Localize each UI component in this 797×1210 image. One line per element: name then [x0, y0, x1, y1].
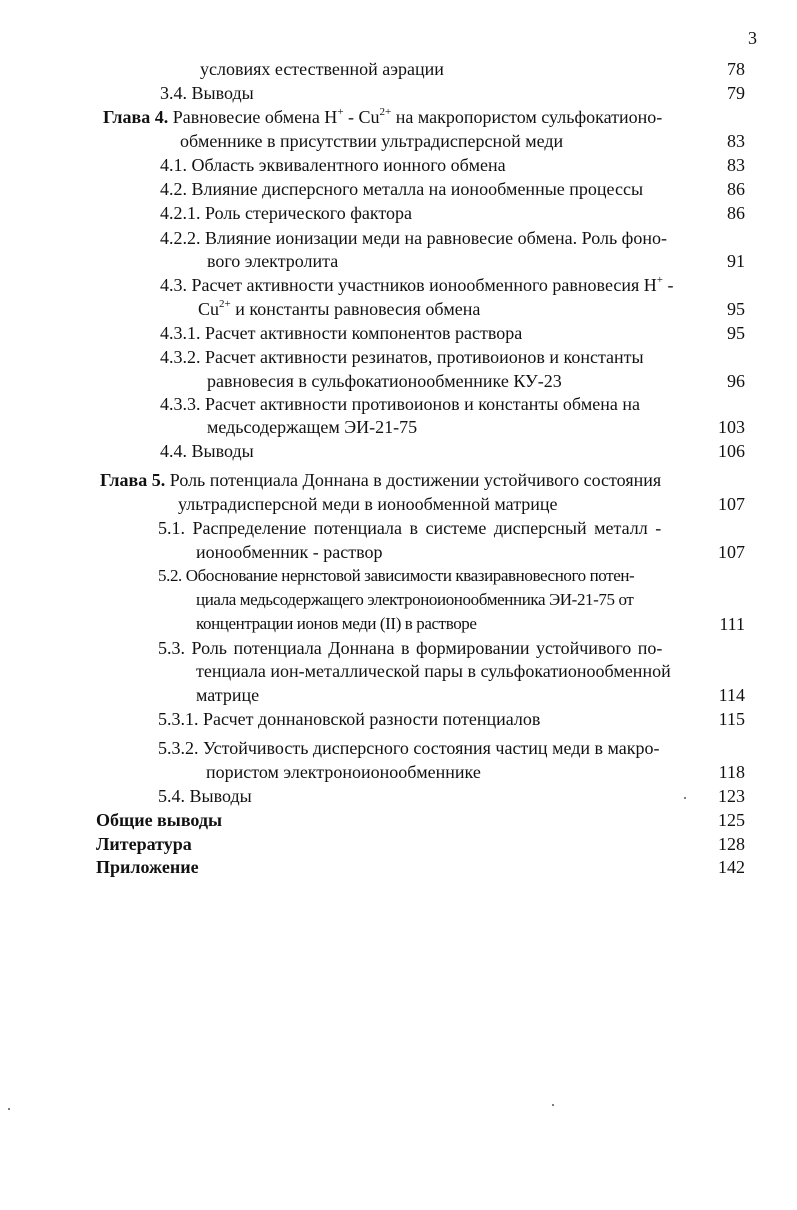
- scan-speck: [552, 1104, 554, 1106]
- toc-entry-3-4: 3.4. Выводы: [160, 83, 254, 103]
- toc-entry-4-3-1: 4.3.1. Расчет активности компонентов раствора: [160, 323, 523, 343]
- toc-entry-4-3-part: -: [667, 275, 674, 295]
- toc-entry-4-2-2: 4.2.2. Влияние ионизации меди на равновесие обмена. Роль фоно-: [160, 228, 667, 248]
- toc-appendix: Приложение: [96, 857, 199, 877]
- toc-page: 107: [718, 494, 745, 514]
- toc-page: 78: [727, 59, 745, 79]
- toc-page: 115: [718, 709, 745, 729]
- toc-page: 86: [727, 203, 745, 223]
- toc-entry-4-3-3-cont: медьсодержащем ЭИ-21-75: [207, 417, 418, 437]
- toc-entry-5-2-cont: циала медьсодержащего электроноионообменника ЭИ-21-75 от: [196, 590, 634, 609]
- toc-page: 107: [718, 542, 745, 562]
- toc-entry-4-2: 4.2. Влияние дисперсного металла на ионообменные процессы: [160, 179, 644, 199]
- chapter-5-label: Глава 5.: [100, 470, 166, 490]
- toc-page: 95: [727, 323, 745, 343]
- toc-entry-5-3: 5.3. Роль потенциала Доннана в формировании устойчивого по-: [158, 638, 663, 658]
- toc-entry-5-3-cont: тенциала ион-металлической пары в сульфокатионообменной: [196, 661, 671, 681]
- chapter-4-title-part: - Cu: [348, 107, 380, 127]
- toc-entry-5-2: 5.2. Обоснование нернстовой зависимости квазиравновесного потен-: [158, 566, 635, 585]
- toc-entry-5-1: 5.1. Распределение потенциала в системе дисперсный металл -: [158, 518, 662, 538]
- toc-page: 114: [718, 685, 745, 705]
- superscript: 2+: [219, 298, 231, 310]
- toc-entry-4-4: 4.4. Выводы: [160, 441, 254, 461]
- toc-entry-4-2-1: 4.2.1. Роль стерического фактора: [160, 203, 413, 223]
- toc-chapter-4-heading: [103, 106, 662, 128]
- toc-entry-5-3-2: 5.3.2. Устойчивость дисперсного состояния частиц меди в макро-: [158, 738, 660, 758]
- toc-page: 79: [727, 83, 745, 103]
- toc-entry-4-3-part: и константы равновесия обмена: [235, 299, 481, 319]
- chapter-5-title-part: Роль потенциала Доннана в достижении устойчивого состояния: [169, 470, 662, 490]
- toc-page: 83: [727, 155, 745, 175]
- toc-page: 142: [718, 857, 745, 877]
- toc-entry-5-3-cont: матрице: [196, 685, 260, 705]
- toc-page: 86: [727, 179, 745, 199]
- toc-page: 128: [718, 834, 745, 854]
- toc-page: 96: [727, 371, 745, 391]
- toc-references: Литература: [96, 834, 192, 854]
- toc-chapter-5-heading: [100, 469, 661, 491]
- toc-entry-4-3-part: Cu: [198, 299, 220, 319]
- superscript: +: [337, 106, 344, 118]
- toc-entry-5-2-cont: концентрации ионов меди (II) в растворе: [196, 614, 477, 633]
- toc-page: 91: [727, 251, 745, 271]
- scan-speck: [8, 1108, 10, 1110]
- toc-entry-4-1: 4.1. Область эквивалентного ионного обмена: [160, 155, 506, 175]
- toc-entry-3-3-cont: условиях естественной аэрации: [200, 59, 444, 79]
- scan-speck: [684, 797, 686, 799]
- toc-general-conclusions: Общие выводы: [96, 810, 223, 830]
- toc-chapter-5-heading-cont: ультрадисперсной меди в ионообменной матрице: [178, 494, 558, 514]
- toc-page: 118: [718, 762, 745, 782]
- toc-entry-4-3-3: 4.3.3. Расчет активности противоионов и константы обмена на: [160, 394, 640, 414]
- toc-chapter-4-heading-cont: обменнике в присутствии ультрадисперсной меди: [180, 131, 564, 151]
- page-number: 3: [748, 28, 757, 48]
- toc-page: 103: [718, 417, 745, 437]
- toc-entry-4-3-part: 4.3. Расчет активности участников ионообменного равновесия H: [160, 275, 657, 295]
- toc-page: 83: [727, 131, 745, 151]
- toc-entry-4-2-2-cont: вого электролита: [207, 251, 339, 271]
- toc-page: 95: [727, 299, 745, 319]
- toc-entry-5-1-cont: ионообменник - раствор: [196, 542, 383, 562]
- superscript: +: [656, 274, 663, 286]
- toc-entry-5-4: 5.4. Выводы: [158, 786, 252, 806]
- toc-entry-4-3: [160, 274, 674, 296]
- chapter-4-label: Глава 4.: [103, 107, 169, 127]
- chapter-4-title-part: Равновесие обмена H: [172, 107, 338, 127]
- toc-page: 106: [718, 441, 745, 461]
- toc-entry-4-3-2-cont: равновесия в сульфокатионообменнике КУ-23: [207, 371, 562, 391]
- superscript: 2+: [379, 106, 392, 118]
- toc-entry-4-3-cont: [198, 298, 480, 320]
- toc-page: 123: [718, 786, 745, 806]
- toc-page: 125: [718, 810, 745, 830]
- toc-entry-5-3-2-cont: пористом электроноионообменнике: [206, 762, 481, 782]
- toc-page: 111: [719, 614, 745, 634]
- chapter-4-title-part: на макропористом сульфокатионо-: [395, 107, 663, 127]
- toc-entry-4-3-2: 4.3.2. Расчет активности резинатов, противоионов и константы: [160, 347, 644, 367]
- toc-entry-5-3-1: 5.3.1. Расчет доннановской разности потенциалов: [158, 709, 541, 729]
